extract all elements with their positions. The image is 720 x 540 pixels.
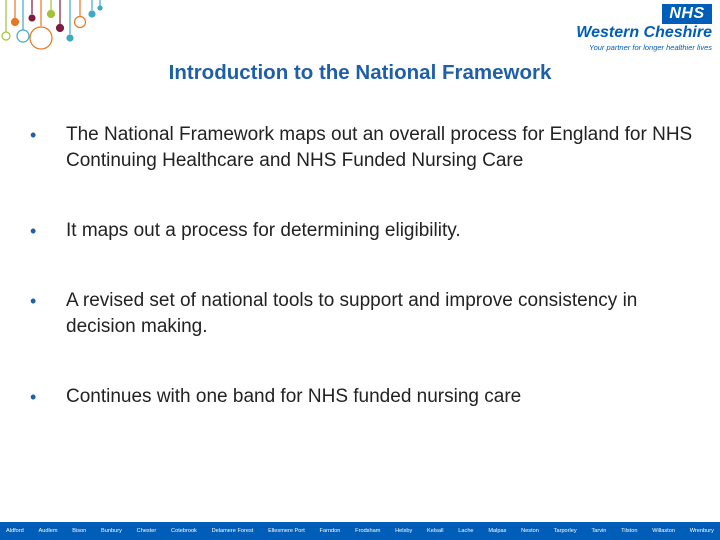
footer-town: Tilston (621, 528, 638, 534)
bullet-marker: • (30, 125, 37, 145)
bullet-item (30, 288, 700, 340)
footer-town: Neston (521, 528, 539, 534)
bullet-text: The National Framework maps out an overall process for England for NHS Continuing Healthcare and NHS Funded Nursing Care (66, 124, 693, 171)
bullet-text: A revised set of national tools to support and improve consistency in decision making. (66, 290, 638, 337)
bullet-text: Continues with one band for NHS funded nursing care (66, 386, 522, 407)
bullet-marker: • (30, 291, 37, 311)
slide-title: Introduction to the National Framework (168, 61, 552, 84)
footer-town: Lache (458, 528, 474, 534)
logo-organisation-name: Western Cheshire (576, 24, 712, 41)
bullet-item (30, 122, 700, 174)
footer-town: Farndon (319, 528, 341, 534)
footer-town: Bunbury (101, 528, 122, 534)
footer-town: Kelsall (427, 528, 444, 534)
bullet-marker: • (30, 387, 37, 407)
footer-town: Aldford (6, 528, 24, 534)
bullet-item (30, 384, 700, 410)
bullet-list (30, 122, 700, 410)
bullet-item (30, 218, 700, 244)
bullet-text: It maps out a process for determining eligibility. (66, 220, 461, 241)
footer-town: Frodsham (355, 528, 381, 534)
footer-town: Chester (136, 528, 157, 534)
logo-tagline: Your partner for longer healthier lives (589, 43, 712, 52)
footer-town: Wrenbury (689, 528, 714, 534)
footer-town: Audlem (38, 528, 58, 534)
footer-town-bar (0, 522, 720, 540)
footer-town: Willaston (652, 528, 675, 534)
decorative-hanging-circles (0, 0, 115, 70)
bullet-marker: • (30, 221, 37, 241)
footer-town: Malpas (488, 528, 507, 534)
nhs-badge: NHS (662, 4, 712, 24)
footer-town: Ellesmere Port (268, 528, 305, 534)
footer-town: Delamere Forest (211, 528, 254, 534)
footer-town: Helsby (395, 528, 413, 534)
footer-town: Tarvin (591, 528, 607, 534)
footer-town: Tarporley (553, 528, 577, 534)
footer-town: Bison (72, 528, 87, 534)
nhs-western-cheshire-logo (576, 4, 712, 50)
footer-town: Cotebrook (171, 528, 197, 534)
